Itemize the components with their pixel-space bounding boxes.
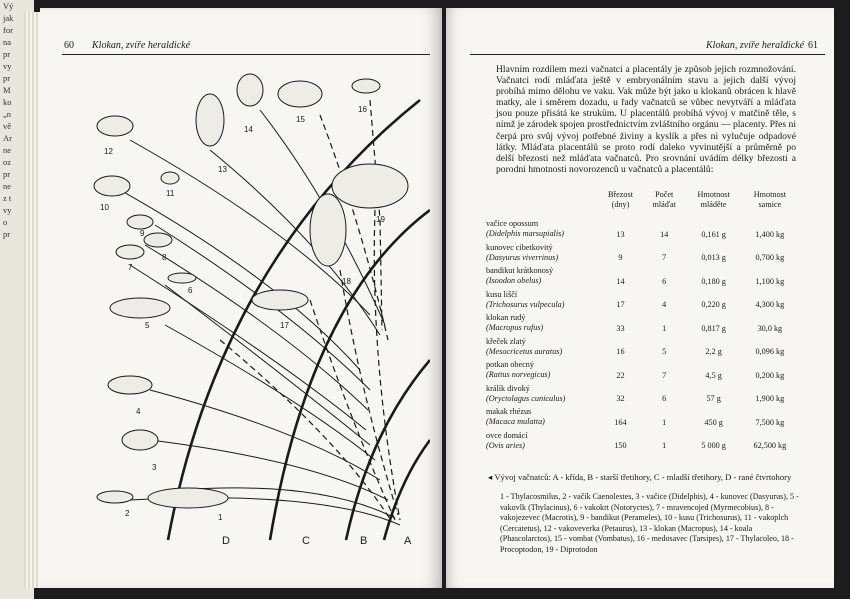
species-name: ovce domácí	[486, 430, 528, 440]
count-cell: 4	[662, 300, 667, 309]
era-label: D	[222, 535, 230, 547]
animal-16-icon	[352, 79, 380, 93]
table-header-row	[486, 190, 798, 216]
edge-fragment: „n	[3, 109, 12, 119]
gestation-cell: 33	[616, 323, 625, 333]
animal-18-icon	[310, 194, 346, 266]
species-name: vačice opossum	[486, 219, 539, 229]
animal-9-icon	[127, 215, 153, 229]
species-name: potkan obecný	[486, 360, 534, 370]
table-row	[486, 287, 798, 311]
count-cell: 6	[662, 394, 667, 403]
era-arcs	[168, 100, 430, 540]
animal-19-icon	[332, 164, 408, 208]
species-name: klokan rudý	[486, 313, 526, 323]
edge-fragment: jak	[3, 13, 14, 23]
left-page-number: 60	[64, 40, 74, 51]
gestation-cell: 32	[616, 394, 625, 403]
animal-number-label: 6	[188, 286, 193, 295]
animal-number-label: 8	[162, 253, 167, 262]
edge-fragment: vě	[3, 121, 12, 131]
young-weight-cell: 2,2 g	[705, 347, 722, 356]
animal-number-label: 17	[280, 321, 289, 330]
gestation-cell: 13	[616, 229, 625, 239]
animal-3-icon	[122, 430, 158, 450]
count-cell: 7	[662, 253, 667, 262]
edge-fragment: vy	[3, 205, 12, 215]
animal-number-label: 3	[152, 463, 157, 472]
gestation-table	[486, 190, 798, 451]
species-name: makak rhézus	[486, 407, 532, 417]
species-latin: (Ovis aries)	[486, 440, 525, 450]
animal-number-label: 12	[104, 147, 113, 156]
gestation-cell: 17	[616, 300, 625, 309]
table-row	[486, 334, 798, 358]
young-weight-cell: 0,220 g	[701, 300, 726, 309]
animal-sketches	[94, 74, 408, 508]
gestation-cell: 9	[618, 253, 623, 262]
animal-number-label: 7	[128, 263, 133, 272]
edge-fragment: pr	[3, 169, 11, 179]
female-weight-cell: 1,100 kg	[755, 276, 785, 286]
species-latin: (Oryctolagus cuniculus)	[486, 393, 566, 403]
era-label: B	[360, 535, 368, 547]
table-body	[486, 216, 798, 451]
young-weight-cell: 0,817 g	[701, 323, 726, 333]
edge-fragment: ne	[3, 181, 12, 191]
caption-marker: ◂	[488, 472, 495, 482]
edge-fragment: oz	[3, 157, 12, 167]
species-cell	[486, 404, 598, 428]
animal-15-icon	[278, 81, 322, 107]
gestation-cell: 164	[614, 417, 627, 427]
species-name: křeček zlatý	[486, 336, 526, 346]
animal-11-icon	[161, 172, 179, 184]
species-cell	[486, 428, 598, 452]
gestation-cell: 150	[614, 441, 627, 450]
species-cell	[486, 216, 598, 240]
right-running-title: Klokan, zvíře heraldické	[706, 40, 805, 51]
species-latin: (Macropus rufus)	[486, 323, 544, 333]
species-name: kusu liščí	[486, 289, 518, 299]
arc-a	[384, 440, 430, 540]
species-latin: (Didelphis marsupialis)	[486, 229, 565, 239]
edge-fragment: vy	[3, 61, 12, 71]
animal-number-label: 19	[376, 215, 385, 224]
lineage-19	[374, 210, 400, 520]
count-cell: 1	[662, 441, 667, 450]
table-row	[486, 240, 798, 264]
species-cell	[486, 287, 598, 311]
edge-fragment: pr	[3, 49, 11, 59]
animal-number-label: 16	[358, 105, 367, 114]
animal-number-label: 13	[218, 165, 227, 174]
animal-number-label: 11	[166, 189, 175, 198]
female-weight-cell: 4,300 kg	[755, 300, 785, 309]
intro-paragraph: Hlavním rozdílem mezi vačnatci a placentály je způsob jejich rozmnožování. Vačnatci rodí mláďata ještě v embryonálním stavu a jejich další vývoj probíhá mimo dělohu ve vaku. Vak může být jako u klokanů obrácen k hlavě matky, ale i směrem dozadu, u řady vačnatců se vůbec nevytváří a mláďata jsou pouze přisátá ke struküm. U placentálů probíhá vývoj v matčině těle, s nímž je zárodek spojen prostřednictvím zvláštního orgánu — placenty. Přes ni čerpá pro svůj vývoj potřebné živiny a kyslík a přes ni vylučuje odpadové látky. Mláďata placentálů se proto rodí daleko vyvinutější a průměrně po delší březosti než mláďata vačnatců. Pro srovnání uvádím délky březosti a porodní hmotnosti novorozenců u vačnatců a placentálů:	[496, 64, 796, 175]
species-cell	[486, 381, 598, 405]
young-weight-cell: 450 g	[704, 417, 723, 427]
figure-caption: ◂ Vývoj vačnatců: A - křída, B - starší třetihory, C - mladší třetihory, D - rané čtvrtohory	[488, 472, 792, 482]
count-cell: 6	[662, 276, 667, 286]
animal-number-label: 18	[342, 277, 351, 286]
lineage-17	[310, 300, 395, 520]
header-count: Počet mláďat	[652, 190, 676, 209]
animal-4-icon	[108, 376, 152, 394]
edge-fragment: ne	[3, 145, 12, 155]
female-weight-cell: 1,900 kg	[755, 394, 785, 403]
count-cell: 14	[660, 229, 669, 239]
young-weight-cell: 0,180 g	[701, 276, 726, 286]
female-weight-cell: 62,500 kg	[753, 441, 787, 450]
edge-fragment: na	[3, 37, 12, 47]
table-row	[486, 263, 798, 287]
animal-number-label: 14	[244, 125, 253, 134]
edge-fragment: pr	[3, 73, 11, 83]
table-row	[486, 357, 798, 381]
edge-fragment: pr	[3, 229, 11, 239]
edge-fragment: Ar	[3, 133, 12, 143]
species-latin: (Rattus norvegicus)	[486, 370, 551, 380]
era-label: C	[302, 535, 310, 547]
figure-legend: 1 - Thylacosmilus, 2 - vačík Caenolestes, 3 - vačice (Didelphis), 4 - kunovec (Dasyurus), 5 - vakovlk (Thylacinus), 6 - vakokrt (Notoryctes), 7 - mravencojed (Myrmecobius), 8 - vakojezevec (Macrotis), 9 - bandikut (Perameles), 10 - kusu (Trichosurus), 11 - vakoplch (Cercatetus), 12 - vakoveverka (Petaurus), 13 - klokan (Macropus), 14 - koala (Phascolarctos), 15 - vombat (Vombatus), 16 - medosavec (Tarsipes), 17 - Thylacoleo, 18 - Procoptodon, 19 - Diprotodon	[500, 492, 799, 554]
marsupial-evolution-diagram	[70, 60, 430, 550]
female-weight-cell: 0,700 kg	[755, 253, 785, 262]
animal-10-icon	[94, 176, 130, 196]
gestation-cell: 16	[616, 347, 625, 356]
era-column-labels	[222, 535, 412, 547]
animal-12-icon	[97, 116, 133, 136]
young-weight-cell: 57 g	[706, 394, 721, 403]
table-row	[486, 428, 798, 452]
era-label: A	[404, 535, 412, 547]
animal-number-label: 10	[100, 203, 109, 212]
edge-fragment: M	[3, 85, 11, 95]
table-row	[486, 404, 798, 428]
species-latin: (Macaca mulatta)	[486, 417, 545, 427]
animal-number-label: 1	[218, 513, 223, 522]
species-name: kunovec cibetkovitý	[486, 242, 553, 252]
animal-8-icon	[144, 233, 172, 247]
right-page-number: 61	[808, 40, 818, 51]
gestation-cell: 22	[616, 370, 625, 380]
gestation-cell: 14	[616, 276, 625, 286]
species-latin: (Trichosurus vulpecula)	[486, 299, 565, 309]
count-cell: 5	[662, 347, 667, 356]
animal-number-label: 9	[140, 229, 145, 238]
female-weight-cell: 30,0 kg	[757, 323, 783, 333]
lineage-5	[165, 325, 375, 460]
animal-17-icon	[252, 290, 308, 310]
edge-fragment: ko	[3, 97, 12, 107]
female-weight-cell: 1,400 kg	[755, 229, 785, 239]
species-name: králík divoký	[486, 383, 530, 393]
species-latin: (Isoodon obelus)	[486, 276, 542, 286]
animal-number-label: 4	[136, 407, 141, 416]
animal-14-icon	[237, 74, 263, 106]
animal-5-icon	[110, 298, 170, 318]
female-weight-cell: 0,096 kg	[755, 347, 785, 356]
young-weight-cell: 5 000 g	[701, 441, 726, 450]
young-weight-cell: 0,013 g	[701, 253, 726, 262]
animal-6-icon	[168, 273, 196, 283]
left-running-title: Klokan, zvíře heraldické	[92, 40, 191, 51]
species-cell	[486, 310, 598, 334]
animal-13-icon	[196, 94, 224, 146]
edge-fragment: Vý	[3, 1, 14, 11]
animal-1-icon	[148, 488, 228, 508]
header-species	[486, 190, 598, 216]
species-name: bandikut krátkonosý	[486, 266, 554, 276]
species-latin: (Dasyurus viverrinus)	[486, 252, 559, 262]
animal-number-label: 2	[125, 509, 130, 518]
header-gestation: Březost (dny)	[607, 190, 633, 209]
animal-7-icon	[116, 245, 144, 259]
animal-number-label: 15	[296, 115, 305, 124]
count-cell: 7	[662, 370, 667, 380]
table-row	[486, 216, 798, 240]
species-cell	[486, 357, 598, 381]
animal-2-icon	[97, 491, 133, 503]
species-cell	[486, 263, 598, 287]
edge-fragment: o	[3, 217, 8, 227]
count-cell: 1	[662, 323, 667, 333]
table-row	[486, 381, 798, 405]
count-cell: 1	[662, 417, 667, 427]
header-young-weight: Hmotnost mláděte	[697, 190, 730, 209]
female-weight-cell: 7,500 kg	[755, 417, 785, 427]
species-cell	[486, 334, 598, 358]
header-female-weight: Hmotnost samice	[753, 190, 787, 209]
right-header-rule	[470, 54, 825, 55]
young-weight-cell: 0,161 g	[701, 229, 726, 239]
young-weight-cell: 4,5 g	[705, 370, 722, 380]
edge-fragment: for	[3, 25, 13, 35]
table-row	[486, 310, 798, 334]
lineage-7	[130, 265, 366, 430]
species-cell	[486, 240, 598, 264]
lineage-5b	[220, 340, 392, 522]
animal-number-label: 5	[145, 321, 150, 330]
edge-fragment: z t	[3, 193, 12, 203]
female-weight-cell: 0,200 kg	[755, 370, 785, 380]
left-header-rule	[62, 54, 430, 55]
species-latin: (Mesocricetus auratus)	[486, 346, 563, 356]
